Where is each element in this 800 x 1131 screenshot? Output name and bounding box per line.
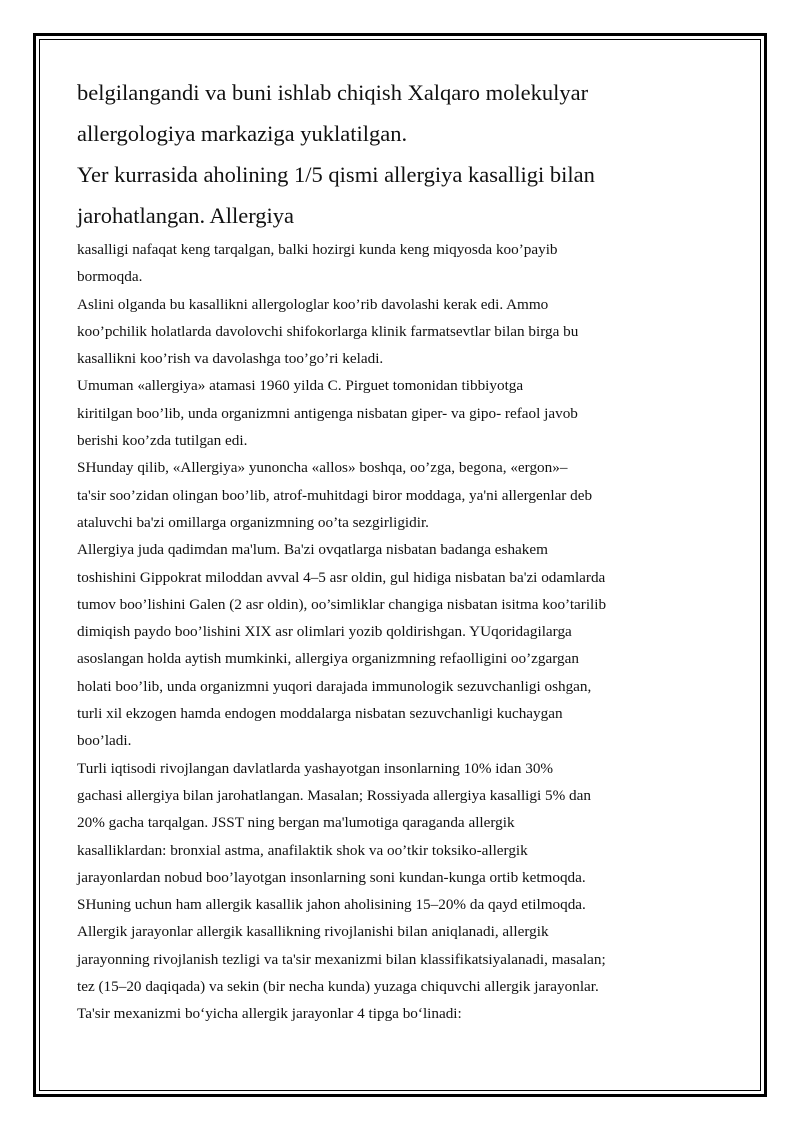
body-line: kiritilgan boo’lib, unda organizmni antigenga nisbatan giper- va gipo- refaol javob	[77, 404, 578, 422]
body-line: SHuning uchun ham allergik kasallik jahon aholisining 15–20% da qayd etilmoqda.	[77, 896, 586, 914]
body-line: ta'sir soo’zidan olingan boo’lib, atrof-muhitdagi biror moddaga, ya'ni allergenlar deb	[77, 486, 593, 504]
body-line: asoslangan holda aytish mumkinki, allergiya organizmning refaolligini oo’zgargan	[77, 650, 579, 668]
body-line: kasallikni koo’rish va davolashga too’go’ri keladi.	[77, 350, 384, 368]
body-line: kasalligi nafaqat keng tarqalgan, balki hozirgi kunda keng miqyosda koo’payib	[77, 241, 558, 258]
body-line: tumov boo’lishini Galen (2 asr oldin), oo’simliklar changiga nisbatan isitma koo’tarilib	[77, 595, 607, 613]
body-line: holati boo’lib, unda organizmni yuqori darajada immunologik sezuvchanligi oshgan,	[77, 677, 592, 695]
body-line: tez (15–20 daqiqada) va sekin (bir necha kunda) yuzaga chiquvchi allergik jarayonlar.	[77, 978, 599, 996]
body-line: Turli iqtisodi rivojlangan davlatlarda yashayotgan insonlarning 10% idan 30%	[77, 759, 554, 777]
body-line: ataluvchi ba'zi omillarga organizmning oo’ta sezgirligidir.	[77, 513, 429, 531]
body-line: Ta'sir mexanizmi bo‘yicha allergik jarayonlar 4 tipga bo‘linadi:	[77, 1005, 462, 1023]
body-line: Aslini olganda bu kasallikni allergologlar koo’rib davolashi kerak edi. Ammo	[77, 295, 549, 313]
body-line: Umuman «allergiya» atamasi 1960 yilda C. Pirguet tomonidan tibbiyotga	[77, 377, 524, 395]
body-line: 20% gacha tarqalgan. JSST ning bergan ma'lumotiga qaraganda allergik	[77, 814, 515, 832]
body-line: toshishini Gippokrat miloddan avval 4–5 asr oldin, gul hidiga nisbatan ba'zi odamlarda	[77, 568, 606, 586]
body-line: jarayonlardan nobud boo’layotgan insonlarning soni kundan-kunga ortib ketmoqda.	[77, 868, 586, 886]
heading-line: jarohatlangan. Allergiya	[77, 203, 295, 228]
body-line: dimiqish paydo boo’lishini XIX asr olimlari yozib qoldirishgan. YUqoridagilarga	[77, 623, 572, 641]
body-line: boo’ladi.	[77, 732, 132, 750]
body-line: turli xil ekzogen hamda endogen moddalarga nisbatan sezuvchanligi kuchaygan	[77, 705, 563, 723]
body-line: gachasi allergiya bilan jarohatlangan. Masalan; Rossiyada allergiya kasalligi 5% dan	[77, 786, 591, 804]
body-line: Allergiya juda qadimdan ma'lum. Ba'zi ovqatlarga nisbatan badanga eshakem	[77, 541, 548, 559]
body-line: koo’pchilik holatlarda davolovchi shifokorlarga klinik farmatsevtlar bilan birga bu	[77, 322, 579, 340]
heading-line: allergologiya markaziga yuklatilgan.	[77, 121, 408, 146]
heading-line: belgilangandi va buni ishlab chiqish Xalqaro molekulyar	[77, 80, 589, 105]
body-line: Allergik jarayonlar allergik kasallikning rivojlanishi bilan aniqlanadi, allergik	[77, 923, 549, 941]
heading-line: Yer kurrasida aholining 1/5 qismi allergiya kasalligi bilan	[77, 162, 595, 187]
body-line: SHunday qilib, «Allergiya» yunoncha «allos» boshqa, oo’zga, begona, «ergon»–	[77, 459, 568, 477]
body-line: jarayonning rivojlanish tezligi va ta'sir mexanizmi bilan klassifikatsiyalanadi, masalan;	[77, 950, 606, 968]
body-line: berishi koo’zda tutilgan edi.	[77, 432, 248, 450]
body-line: kasalliklardan: bronxial astma, anafilaktik shok va oo’tkir toksiko-allergik	[77, 841, 528, 859]
body-line: bormoqda.	[77, 268, 143, 286]
document-text	[77, 72, 697, 1028]
